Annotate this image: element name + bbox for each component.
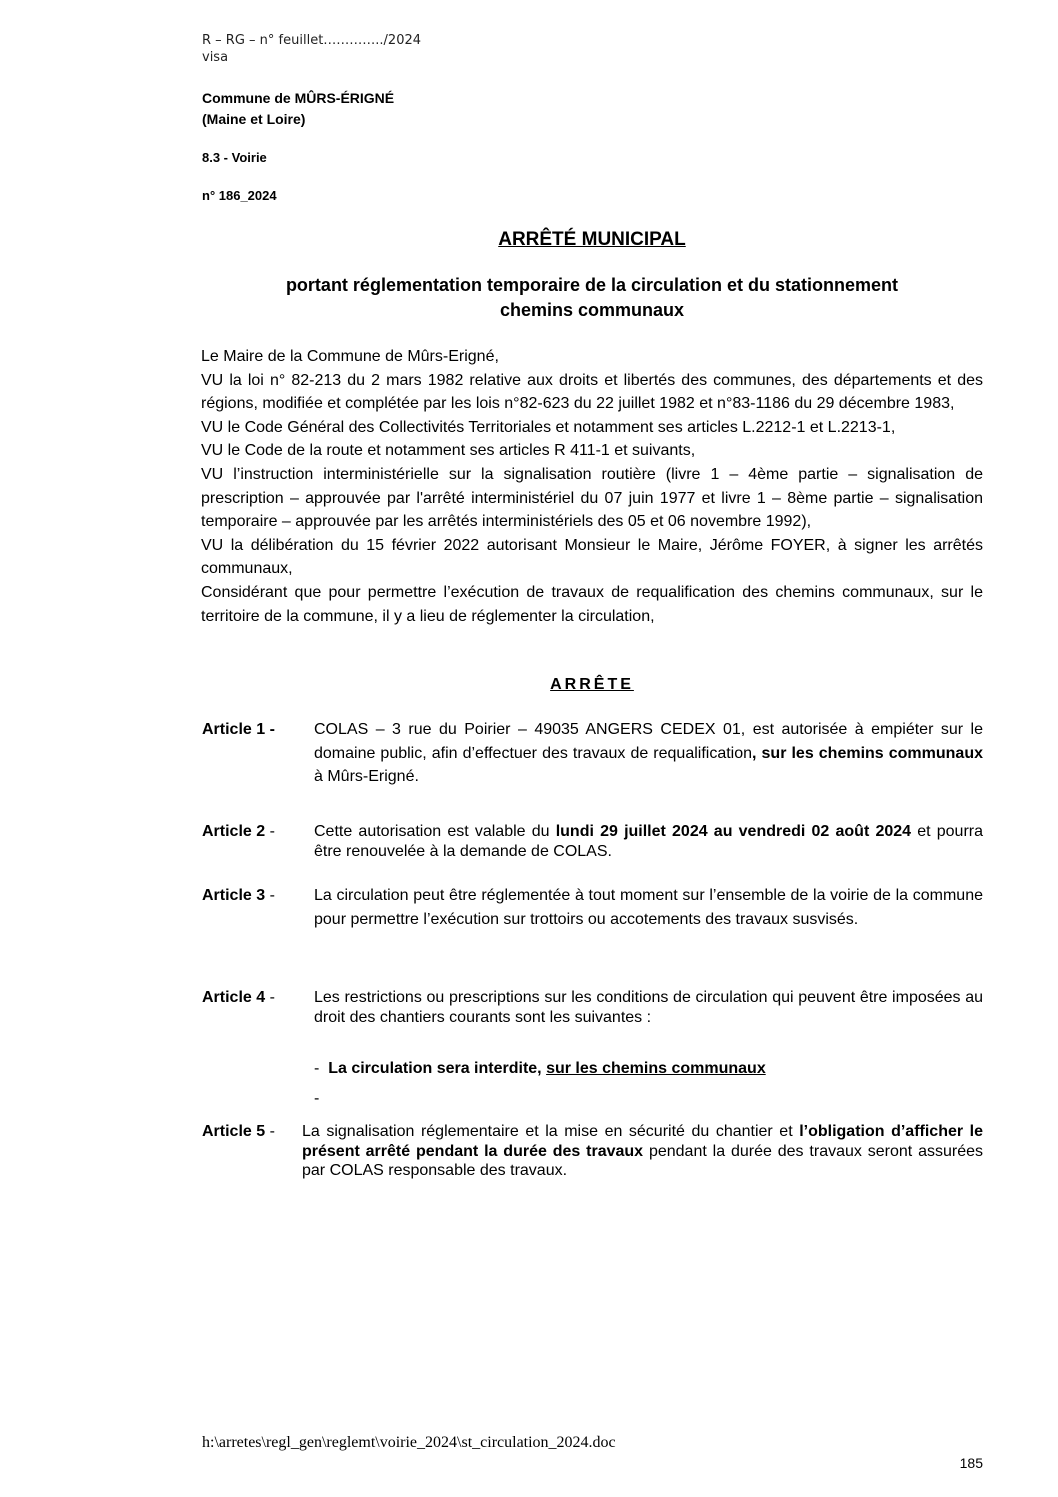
arrete-heading: ARRÊTE: [550, 676, 634, 693]
article-4-label: Article 4 -: [202, 989, 275, 1006]
file-path: h:\arretes\regl_gen\reglemt\voirie_2024\st_circulation_2024.doc: [202, 1434, 616, 1451]
preamble-paragraph: Considérant que pour permettre l’exécution de travaux de requalification des chemins communaux, sur le territoire de la commune, il y a lieu de réglementer la circulation,: [201, 583, 983, 625]
page-title: ARRÊTÉ MUNICIPAL: [498, 229, 686, 250]
decree-number: n° 186_2024: [202, 188, 277, 203]
article-1-text: COLAS – 3 rue du Poirier – 49035 ANGERS CEDEX 01, est autorisée à empiéter sur le domaine public, afin d’effectuer des travaux de requalification, sur les chemins communaux à Mûrs-Erigné.: [314, 721, 983, 785]
category-label: 8.3 - Voirie: [202, 150, 267, 165]
preamble-paragraph: VU l’instruction interministérielle sur la signalisation routière (livre 1 – 4ème partie – signalisation de prescription – approuvée par l'arrêté interministériel du 07 juin 1977 et livre 1 – 8ème partie – signalisation temporaire – approuvée par les arrêtés interministériels des 05 et 06 novembre 1992),: [201, 465, 983, 531]
article-4-empty-bullet: -: [314, 1090, 320, 1107]
preamble-paragraph: VU la loi n° 82-213 du 2 mars 1982 relative aux droits et libertés des communes, des départements et des régions, modifiée et complétée par les lois n°82-623 du 22 juillet 1982 et n°83-1186 du 29 décembre 1983,: [201, 371, 983, 413]
preamble-paragraph: Le Maire de la Commune de Mûrs-Erigné,: [201, 348, 499, 365]
department-name: (Maine et Loire): [202, 111, 306, 127]
reference-line: R – RG – n° feuillet…………../2024: [202, 33, 422, 48]
article-4-text: Les restrictions ou prescriptions sur les conditions de circulation qui peuvent être imposées au droit des chantiers courants sont les suivantes :: [314, 989, 983, 1026]
article-1-label: Article 1 -: [202, 721, 275, 738]
subtitle-line-1: portant réglementation temporaire de la circulation et du stationnement: [285, 275, 899, 295]
preamble-paragraph: VU la délibération du 15 février 2022 autorisant Monsieur le Maire, Jérôme FOYER, à signer les arrêtés communaux,: [201, 536, 983, 578]
article-2-text: Cette autorisation est valable du lundi 29 juillet 2024 au vendredi 02 août 2024 et pourra être renouvelée à la demande de COLAS.: [314, 823, 983, 860]
preamble: [201, 345, 983, 628]
page-number: 185: [959, 1455, 983, 1471]
article-2-label: Article 2 -: [202, 823, 275, 840]
preamble-paragraph: VU le Code Général des Collectivités Territoriales et notamment ses articles L.2212-1 et L.2213-1,: [201, 418, 896, 436]
article-5-label: Article 5 -: [202, 1123, 275, 1140]
article-3-label: Article 3 -: [202, 887, 275, 904]
article-4-bullet: - La circulation sera interdite, sur les chemins communaux: [314, 1060, 766, 1077]
subtitle-line-2: chemins communaux: [499, 300, 685, 320]
article-5-text: La signalisation réglementaire et la mise en sécurité du chantier et l’obligation d’afficher le présent arrêté pendant la durée des travaux pendant la durée des travaux seront assurées par COLAS responsable des travaux.: [302, 1123, 984, 1179]
preamble-paragraph: VU le Code de la route et notamment ses articles R 411-1 et suivants,: [201, 442, 696, 460]
article-3-text: La circulation peut être réglementée à tout moment sur l’ensemble de la voirie de la commune pour permettre l’exécution sur trottoirs ou accotements des travaux susvisés.: [314, 887, 983, 928]
commune-name: Commune de MÛRS-ÉRIGNÉ: [202, 90, 395, 106]
visa-label: visa: [202, 50, 229, 65]
